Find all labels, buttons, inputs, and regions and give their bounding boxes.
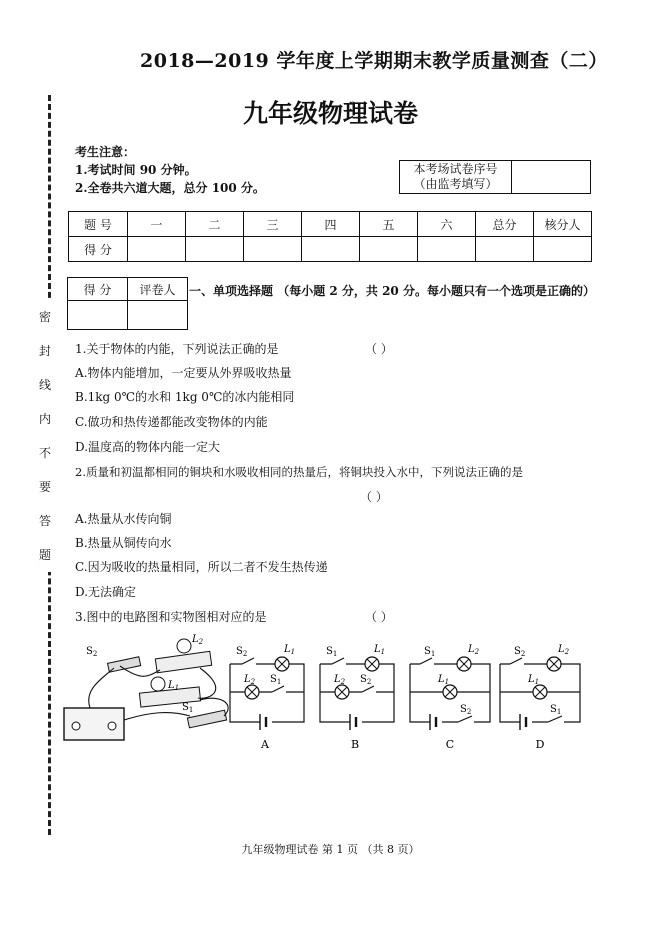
question-stem: 3.图中的电路图和实物图相对应的是 bbox=[75, 610, 267, 624]
svg-text:L1: $L_1$ bbox=[528, 674, 540, 686]
section-heading bbox=[189, 281, 609, 301]
answer-paren: （ ） bbox=[365, 342, 393, 356]
svg-text:S2: $S_2$ bbox=[514, 646, 526, 658]
physical-label-s1: $S_1$ bbox=[182, 702, 194, 714]
option-b: B.热量从铜传向水 bbox=[75, 536, 172, 550]
svg-text:L2: $L_2$ bbox=[334, 674, 346, 686]
svg-text:L1: $L_1$ bbox=[284, 644, 296, 656]
question-stem: 1.关于物体的内能，下列说法正确的是 bbox=[75, 342, 279, 356]
score-header-cell: 核分人 bbox=[534, 212, 592, 237]
notice-heading: 考生注意： bbox=[75, 145, 136, 159]
score-cell bbox=[360, 237, 418, 262]
candidate-notice bbox=[75, 143, 265, 197]
binding-char: 内 bbox=[38, 412, 51, 426]
svg-text:L1: $L_1$ bbox=[438, 674, 450, 686]
svg-text:L2: $L_2$ bbox=[468, 644, 480, 656]
binding-char: 题 bbox=[38, 548, 51, 562]
score-header-cell: 三 bbox=[244, 212, 302, 237]
svg-text:S2: $S_2$ bbox=[460, 704, 472, 716]
binding-char: 封 bbox=[38, 344, 51, 358]
option-a: A.热量从水传向铜 bbox=[75, 512, 172, 526]
score-header-cell: 一 bbox=[128, 212, 186, 237]
binding-char: 答 bbox=[38, 514, 51, 528]
circuit-option-label: A bbox=[261, 738, 269, 751]
score-header-cell: 总分 bbox=[476, 212, 534, 237]
seat-label-line2: （由监考填写） bbox=[413, 177, 498, 191]
circuit-option-label: D bbox=[535, 738, 545, 751]
svg-text:L2: $L_2$ bbox=[558, 644, 570, 656]
score-table bbox=[68, 211, 592, 262]
svg-text:L1: $L_1$ bbox=[374, 644, 386, 656]
score-cell bbox=[534, 237, 592, 262]
score-cell bbox=[476, 237, 534, 262]
circuit-b bbox=[320, 644, 394, 751]
svg-text:S1: $S_1$ bbox=[270, 674, 282, 686]
circuit-d bbox=[500, 644, 580, 751]
page-title: 九年级物理试卷 bbox=[242, 99, 418, 128]
physical-circuit-picture bbox=[64, 634, 228, 740]
option-d: D.温度高的物体内能一定大 bbox=[75, 440, 221, 454]
exam-header-title: 2018—2019 学年度上学期期末教学质量测查（二） bbox=[140, 50, 608, 72]
grader-name-header: 评卷人 bbox=[128, 278, 188, 301]
score-header-cell: 二 bbox=[186, 212, 244, 237]
score-cell bbox=[244, 237, 302, 262]
grader-score-header: 得 分 bbox=[68, 278, 128, 301]
svg-text:S1: $S_1$ bbox=[550, 704, 562, 716]
physical-label-l1: $L_1$ bbox=[168, 680, 180, 692]
grader-score-cell bbox=[68, 301, 128, 330]
answer-paren: （ ） bbox=[365, 610, 393, 624]
score-header-cell: 四 bbox=[302, 212, 360, 237]
seat-label-line1: 本考场试卷序号 bbox=[413, 162, 498, 176]
binding-char: 密 bbox=[38, 310, 51, 324]
section-description: （每小题 2 分，共 20 分。每小题只有一个选项是正确的） bbox=[277, 284, 595, 298]
question-stem: 2.质量和初温都相同的铜块和水吸收相同的热量后，将铜块投入水中，下列说法正确的是 bbox=[75, 465, 523, 479]
physical-label-s2: $S_2$ bbox=[86, 646, 98, 658]
notice-item: 1.考试时间 90 分钟。 bbox=[75, 163, 197, 177]
circuit-option-label: C bbox=[445, 738, 455, 751]
seat-number-box bbox=[399, 160, 591, 194]
page-footer: 九年级物理试卷 第 1 页 （共 8 页） bbox=[241, 843, 420, 856]
binding-char: 不 bbox=[38, 446, 51, 460]
svg-text:S1: $S_1$ bbox=[326, 646, 338, 658]
option-c: C.做功和热传递都能改变物体的内能 bbox=[75, 415, 268, 429]
option-c: C.因为吸收的热量相同，所以二者不发生热传递 bbox=[75, 560, 328, 574]
score-cell bbox=[128, 237, 186, 262]
option-d: D.无法确定 bbox=[75, 585, 137, 599]
seat-number-label bbox=[400, 161, 512, 193]
svg-text:L2: $L_2$ bbox=[244, 674, 256, 686]
circuit-c bbox=[410, 644, 490, 751]
score-header-cell: 六 bbox=[418, 212, 476, 237]
answer-paren: （ ） bbox=[360, 490, 388, 504]
binding-margin-text bbox=[34, 300, 56, 572]
circuit-figure bbox=[60, 630, 600, 760]
grader-name-cell bbox=[128, 301, 188, 330]
score-header-cell: 五 bbox=[360, 212, 418, 237]
svg-text:S2: $S_2$ bbox=[360, 674, 372, 686]
option-b: B.1kg 0℃的水和 1kg 0℃的冰内能相同 bbox=[75, 390, 295, 404]
score-cell bbox=[302, 237, 360, 262]
score-row-label: 得 分 bbox=[69, 237, 128, 262]
svg-text:S1: $S_1$ bbox=[424, 646, 436, 658]
score-header-cell: 题 号 bbox=[69, 212, 128, 237]
notice-item: 2.全卷共六道大题，总分 100 分。 bbox=[75, 181, 265, 195]
score-value-row bbox=[69, 237, 592, 262]
binding-char: 要 bbox=[38, 480, 51, 494]
svg-text:S2: $S_2$ bbox=[236, 646, 248, 658]
score-header-row bbox=[69, 212, 592, 237]
score-cell bbox=[418, 237, 476, 262]
binding-char: 线 bbox=[38, 378, 51, 392]
section-title: 一、单项选择题 bbox=[189, 284, 274, 298]
circuit-a bbox=[230, 644, 304, 751]
option-a: A.物体内能增加，一定要从外界吸收热量 bbox=[75, 366, 292, 380]
physical-label-l2: $L_2$ bbox=[192, 634, 204, 646]
grader-table bbox=[67, 277, 188, 330]
score-cell bbox=[186, 237, 244, 262]
circuit-option-label: B bbox=[350, 738, 360, 751]
